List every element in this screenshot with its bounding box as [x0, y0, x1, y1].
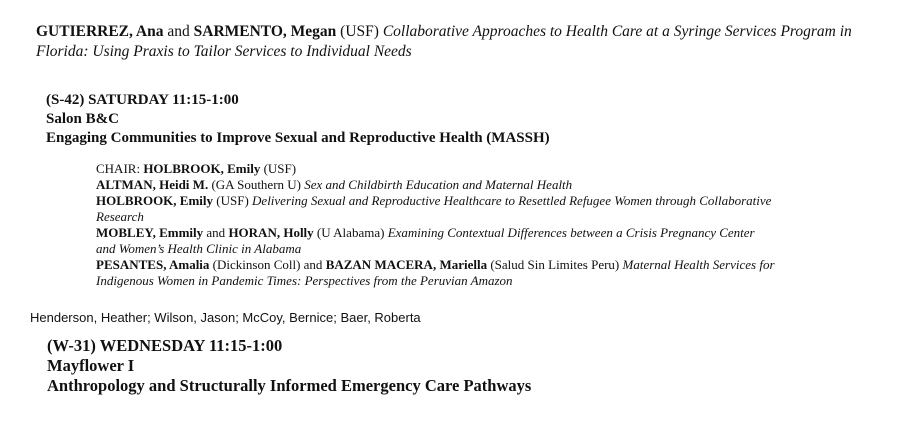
affiliation: (U Alabama)	[313, 225, 388, 240]
session-title: Engaging Communities to Improve Sexual and Reproductive Health (MASSH)	[46, 130, 550, 146]
paper-title: Examining Contextual Differences between a Crisis Pregnancy Center and Women’s Health Clinic in Alabama	[96, 225, 755, 256]
paper-entry-pesantes	[96, 257, 776, 289]
session-header-w31	[47, 336, 912, 396]
chair-label: CHAIR:	[96, 161, 144, 176]
session-code-time: (S-42) SATURDAY 11:15-1:00	[46, 92, 239, 108]
paper-title: Delivering Sexual and Reproductive Healthcare to Resettled Refugee Women through Collaborative Research	[96, 193, 772, 224]
author-name: ALTMAN, Heidi M.	[96, 177, 209, 192]
session-header-s42	[46, 91, 912, 148]
paper-entry-holbrook	[96, 193, 776, 225]
author-name: PESANTES, Amalia	[96, 257, 210, 272]
author-name: GUTIERREZ, Ana	[36, 23, 164, 40]
paper-title: Collaborative Approaches to Health Care at a Syringe Services Program in Florida: Using Praxis to Tailor Services to Individual Needs	[36, 23, 852, 60]
author-name: HOLBROOK, Emily	[96, 193, 214, 208]
conjunction: and	[163, 23, 194, 40]
conjunction: and	[203, 225, 229, 240]
session-room: Salon B&C	[46, 111, 119, 127]
author-name: BAZAN MACERA, Mariella	[325, 257, 488, 272]
affiliation: (USF)	[336, 23, 383, 40]
session-title: Anthropology and Structurally Informed Emergency Care Pathways	[47, 376, 532, 395]
session-room: Mayflower I	[47, 356, 135, 375]
paper-entry-mobley	[96, 225, 776, 257]
affiliation: (GA Southern U)	[208, 177, 305, 192]
author-name: MOBLEY, Emmily	[96, 225, 204, 240]
paper-title: Sex and Childbirth Education and Maternal Health	[304, 177, 573, 192]
affiliation: (Salud Sin Limites Peru)	[487, 257, 623, 272]
session-s42-paper-list	[96, 161, 776, 289]
participant-names-line: Henderson, Heather; Wilson, Jason; McCoy, Bernice; Baer, Roberta	[30, 310, 421, 325]
affiliation: (USF)	[213, 193, 253, 208]
affiliation: (Dickinson Coll) and	[209, 257, 326, 272]
chair-name: HOLBROOK, Emily	[143, 161, 261, 176]
chair-entry	[96, 161, 776, 177]
author-name: HORAN, Holly	[228, 225, 314, 240]
paper-title: Maternal Health Services for Indigenous Women in Pandemic Times: Perspectives from the Peruvian Amazon	[96, 257, 775, 288]
affiliation: (USF)	[260, 161, 297, 176]
session-code-time: (W-31) WEDNESDAY 11:15-1:00	[47, 336, 283, 355]
paper-entry-gutierrez	[36, 22, 896, 62]
paper-entry-altman	[96, 177, 776, 193]
author-name: SARMENTO, Megan	[193, 23, 337, 40]
